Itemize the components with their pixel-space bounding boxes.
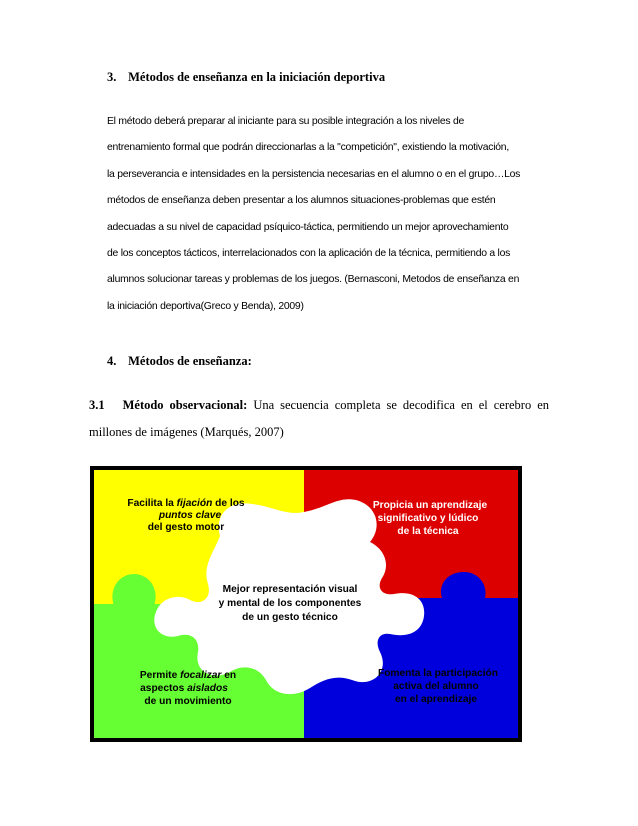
- top-right-line-1: Propicia un aprendizaje: [372, 500, 488, 511]
- heading-number: 3.: [107, 70, 117, 84]
- heading-text: Métodos de enseñanza:: [128, 354, 252, 368]
- paragraph: [107, 114, 577, 325]
- paragraph-line: adecuadas a su nivel de capacidad psíquico-táctica, permitiendo un mejor aprovechamiento: [107, 221, 509, 233]
- bottom-left-line-2: aspectos aislados: [140, 683, 228, 694]
- subsection-title: Método observacional:: [122, 398, 248, 412]
- center-line-1: Mejor representación visual: [222, 584, 358, 595]
- paragraph-line: métodos de enseñanza deben presentar a los alumnos situaciones-problemas que estén: [107, 195, 496, 207]
- paragraph-line: la iniciación deportiva(Greco y Benda), 2009): [107, 300, 304, 312]
- heading-text: Métodos de enseñanza en la iniciación deportiva: [128, 70, 386, 84]
- top-right-line-2: significativo y lúdico: [377, 513, 479, 524]
- center-line-2: y mental de los componentes: [218, 598, 362, 609]
- subsection-number: 3.1: [89, 398, 105, 412]
- bottom-right-line-1: Fomenta la participación: [377, 668, 499, 679]
- top-left-line-3: del gesto motor: [147, 522, 225, 533]
- paragraph-line: alumnos solucionar tareas y problemas de los juegos. (Bernasconi, Metodos de enseñanza en: [107, 274, 520, 286]
- section-heading-4: [107, 354, 252, 369]
- paragraph-line: El método deberá preparar al iniciante para su posible integración a los niveles de: [107, 116, 465, 127]
- section-heading-3: [107, 70, 385, 85]
- bottom-left-line-1: Permite focalizar en: [139, 670, 237, 681]
- top-right-line-3: de la técnica: [397, 526, 459, 537]
- paragraph-line: entrenamiento formal que podrán direccionarlas a la "competición", existiendo la motivación,: [107, 142, 509, 154]
- subsection-3-1: [89, 398, 549, 440]
- bottom-right-line-2: activa del alumno: [393, 681, 479, 692]
- bottom-left-line-3: de un movimiento: [144, 696, 232, 707]
- heading-number: 4.: [107, 354, 117, 368]
- paragraph-line: la perseverancia e intensidades en la persistencia necesarias en el alumno o en el grupo…Los: [107, 168, 521, 180]
- bottom-right-line-3: en el aprendizaje: [394, 694, 478, 705]
- top-left-line-2: puntos clave: [158, 510, 222, 521]
- top-left-line-1: Facilita la fijación de los: [127, 498, 245, 509]
- center-line-3: de un gesto técnico: [242, 612, 338, 623]
- puzzle-diagram: [90, 466, 522, 742]
- subsection-line-2: millones de imágenes (Marqués, 2007): [89, 425, 284, 439]
- subsection-line-1: [89, 398, 549, 413]
- subsection-text: Una secuencia completa se decodifica en el cerebro en: [253, 398, 550, 412]
- puzzle-figure: [90, 466, 522, 742]
- paragraph-line: de los conceptos tácticos, interrelacionados con la aplicación de la técnica, permitiendo a los: [107, 247, 511, 259]
